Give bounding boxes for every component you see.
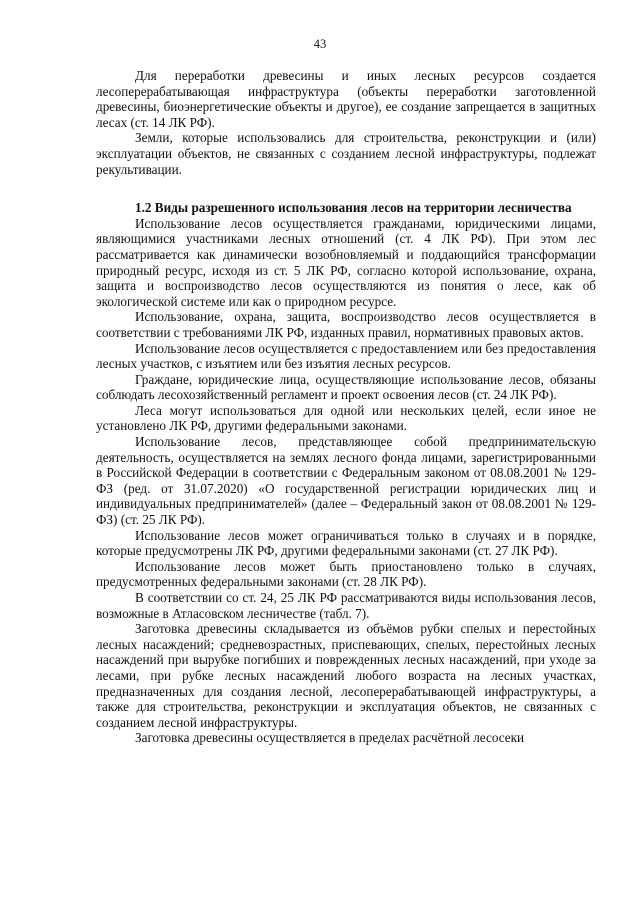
paragraph: Заготовка древесины осуществляется в пределах расчётной лесосеки bbox=[135, 730, 525, 746]
paragraph: Использование лесов осуществляется гражданами, юридическими лицами, являющимися участниками лесных отношений (ст. 4 ЛК РФ). При этом лес рассматривается как динамически возобновляемый и поддающийся трансформации природный ресурс, исходя из ст. 5 ЛК РФ, согласно которой использование, охрана, защита и воспроизводство лесов осуществляются из понятия о лесе, как об экологической системе или как о природном ресурсе. bbox=[96, 215, 596, 309]
page-number: 43 bbox=[313, 37, 327, 51]
paragraph: Использование, охрана, защита, воспроизводство лесов осуществляется в соответствии с требованиями ЛК РФ, изданных правил, нормативных правовых актов. bbox=[96, 309, 596, 340]
paragraph: В соответствии со ст. 24, 25 ЛК РФ рассматриваются виды использования лесов, возможные в Атласовском лесничестве (табл. 7). bbox=[96, 590, 596, 621]
section-heading: 1.2 Виды разрешенного использования лесов на территории лесничества bbox=[135, 200, 572, 216]
paragraph: Заготовка древесины складывается из объёмов рубки спелых и перестойных лесных насаждений; средневозрастных, приспевающих, спелых, перестойных лесных насаждений при вырубке погибших и поврежденных лесных насаждений, при уходе за лесами, при рубке лесных насаждений любого возраста на лесных участках, предназначенных для создания лесной, лесоперерабатывающей инфраструктуры, а также для строительства, реконструкции и эксплуатация объектов, не связанных с созданием лесной инфраструктуры. bbox=[96, 621, 596, 730]
paragraph: Граждане, юридические лица, осуществляющие использование лесов, обязаны соблюдать лесохозяйственный регламент и проект освоения лесов (ст. 24 ЛК РФ). bbox=[96, 371, 596, 403]
document-body bbox=[96, 68, 596, 746]
paragraph: Использование лесов может быть приостановлено только в случаях, предусмотренных федеральными законами (ст. 28 ЛК РФ). bbox=[96, 558, 596, 590]
paragraph: Земли, которые использовались для строительства, реконструкции и (или) эксплуатации объектов, не связанных с созданием лесной инфраструктуры, подлежат рекультивации. bbox=[96, 130, 596, 177]
paragraph: Для переработки древесины и иных лесных ресурсов создается лесоперерабатывающая инфраструктура (объекты переработки заготовленной древесины, биоэнергетические объекты и другое), ее создание запрещается в защитных лесах (ст. 14 ЛК РФ). bbox=[96, 68, 596, 130]
paragraph: Использование лесов, представляющее собой предпринимательскую деятельность, осуществляется на землях лесного фонда лицами, зарегистрированными в Российской Федерации в соответствии с Федеральным законом от 08.08.2001 № 129-ФЗ (ред. от 31.07.2020) «О государственной регистрации юридических лиц и индивидуальных предпринимателей» (далее – Федеральный закон от 08.08.2001 № 129-ФЗ) (ст. 25 ЛК РФ). bbox=[96, 434, 596, 528]
paragraph: Использование лесов осуществляется с предоставлением или без предоставления лесных участков, с изъятием или без изъятия лесных ресурсов. bbox=[96, 340, 596, 372]
paragraph: Леса могут использоваться для одной или нескольких целей, если иное не установлено ЛК РФ, другими федеральными законами. bbox=[96, 402, 596, 434]
paragraph: Использование лесов может ограничиваться только в случаях и в порядке, которые предусмотрены ЛК РФ, другими федеральными законами (ст. 27 ЛК РФ). bbox=[96, 527, 596, 559]
